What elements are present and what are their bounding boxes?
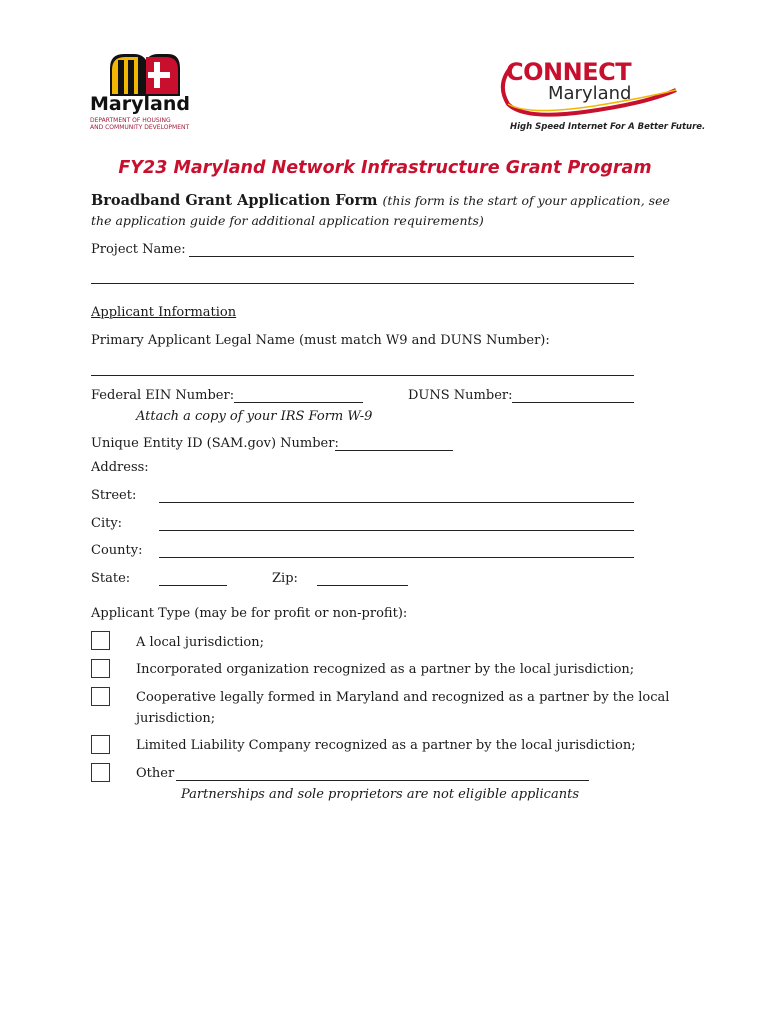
project-name-label: Project Name:: [91, 242, 186, 257]
federal-ein-field[interactable]: [234, 402, 363, 403]
applicant-info-heading: Applicant Information: [91, 305, 237, 320]
state-field[interactable]: [159, 585, 227, 586]
street-label: Street:: [91, 488, 137, 503]
city-label: City:: [91, 516, 123, 531]
primary-applicant-field[interactable]: [91, 375, 634, 376]
local-jurisdiction-label: A local jurisdiction;: [136, 635, 264, 650]
llc-checkbox[interactable]: [91, 735, 110, 754]
city-field[interactable]: [159, 530, 634, 531]
form-title-text: Broadband Grant Application Form: [91, 192, 378, 209]
dhcd-subtitle-line2: AND COMMUNITY DEVELOPMENT: [90, 124, 190, 131]
connect-wordmark: CONNECT: [506, 58, 632, 86]
program-title: FY23 Maryland Network Infrastructure Grant Program: [118, 158, 652, 178]
project-name-field-line2[interactable]: [91, 283, 634, 284]
cooperative-label-line2: jurisdiction;: [136, 711, 216, 726]
zip-label: Zip:: [272, 571, 298, 586]
dhcd-subtitle-line1: DEPARTMENT OF HOUSING: [90, 117, 171, 124]
primary-applicant-label: Primary Applicant Legal Name (must match W9 and DUNS Number):: [91, 333, 550, 348]
county-label: County:: [91, 543, 143, 558]
maryland-wordmark: Maryland: [90, 93, 190, 115]
other-checkbox[interactable]: [91, 763, 110, 782]
connect-tagline: High Speed Internet For A Better Future.: [510, 122, 706, 132]
llc-label: Limited Liability Company recognized as a partner by the local jurisdiction;: [136, 738, 636, 753]
duns-field[interactable]: [512, 402, 634, 403]
connect-maryland-logo: [494, 54, 706, 138]
form-note-line2: the application guide for additional application requirements): [91, 213, 484, 228]
other-field[interactable]: [176, 780, 589, 781]
project-name-field[interactable]: [189, 256, 634, 257]
form-note: (this form is the start of your application, see: [382, 193, 670, 208]
incorporated-org-label: Incorporated organization recognized as a partner by the local jurisdiction;: [136, 662, 635, 677]
dhcd-subtitle: [90, 117, 189, 131]
other-label: Other: [136, 766, 175, 781]
unique-entity-field[interactable]: [335, 450, 453, 451]
state-label: State:: [91, 571, 131, 586]
cooperative-label: Cooperative legally formed in Maryland and recognized as a partner by the local: [136, 690, 670, 705]
applicant-type-heading: Applicant Type (may be for profit or non-profit):: [91, 606, 408, 621]
duns-label: DUNS Number:: [408, 388, 513, 403]
incorporated-org-checkbox[interactable]: [91, 659, 110, 678]
maryland-dhcd-logo: [88, 48, 198, 138]
county-field[interactable]: [159, 557, 634, 558]
federal-ein-label: Federal EIN Number:: [91, 388, 235, 403]
street-field[interactable]: [159, 502, 634, 503]
attach-irs-note: Attach a copy of your IRS Form W-9: [136, 409, 373, 424]
zip-field[interactable]: [317, 585, 408, 586]
connect-maryland-wordmark: Maryland: [548, 83, 632, 104]
form-title: [91, 192, 670, 209]
unique-entity-label: Unique Entity ID (SAM.gov) Number:: [91, 436, 339, 451]
address-label: Address:: [91, 460, 149, 475]
ineligible-note: Partnerships and sole proprietors are not eligible applicants: [181, 787, 579, 802]
cooperative-checkbox[interactable]: [91, 687, 110, 706]
local-jurisdiction-checkbox[interactable]: [91, 631, 110, 650]
maryland-flag-icon: [88, 48, 198, 98]
